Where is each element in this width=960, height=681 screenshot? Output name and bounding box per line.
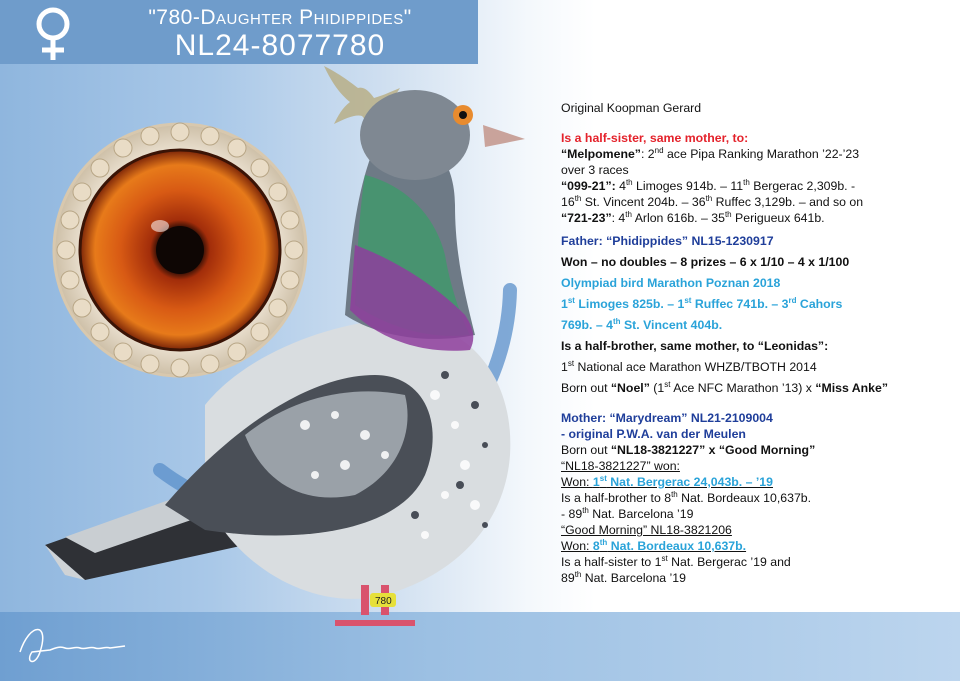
title-subtitle: "780-Daughter Phidippides" bbox=[148, 6, 412, 29]
granddam-won-line: Won: 8th Nat. Bordeaux 10,637b. bbox=[561, 537, 747, 553]
grandsire-won-line: Won: 1st Nat. Bergerac 24,043b. – ’19 bbox=[561, 473, 773, 489]
father-record: Won – no doubles – 8 prizes – 6 x 1/10 – 4 x 1/100 bbox=[561, 255, 850, 269]
grandsire-half-brother: Is a half-brother to 8th Nat. Bordeaux 10,637b. bbox=[561, 489, 812, 505]
mother-heading: Mother: “Marydream” NL21-2109004 bbox=[561, 411, 773, 425]
half-sister-heading: Is a half-sister, same mother, to: bbox=[561, 131, 749, 145]
father-results-line: 1st Limoges 825b. – 1st Ruffec 741b. – 3rd Cahors bbox=[561, 295, 843, 311]
melpomene-line-2: over 3 races bbox=[561, 163, 629, 177]
father-results-line-2: 769b. – 4th St. Vincent 404b. bbox=[561, 316, 723, 332]
granddam-barcelona: 89th Nat. Barcelona ’19 bbox=[561, 569, 686, 585]
sibling-099-line-2: 16th St. Vincent 204b. – 36th Ruffec 3,129b. – and so on bbox=[561, 193, 864, 209]
grandsire-title: “NL18-3821227” won: bbox=[561, 459, 680, 473]
granddam-half-sister: Is a half-sister to 1st Nat. Bergerac ’19 and bbox=[561, 553, 791, 569]
signature-logo bbox=[10, 612, 130, 672]
leonidas-parents-line: Born out “Noel” (1st Ace NFC Marathon ’13) x “Miss Anke” bbox=[561, 379, 889, 395]
father-olympiad: Olympiad bird Marathon Poznan 2018 bbox=[561, 276, 781, 290]
granddam-title: “Good Morning” NL18-3821206 bbox=[561, 523, 732, 537]
grandsire-barcelona: - 89th Nat. Barcelona ’19 bbox=[561, 505, 694, 521]
female-symbol-icon bbox=[28, 6, 78, 62]
father-half-brother: Is a half-brother, same mother, to “Leonidas”: bbox=[561, 339, 829, 353]
breeder-line: Original Koopman Gerard bbox=[561, 101, 702, 115]
ring-label: 780 bbox=[375, 596, 392, 607]
ring-number-title: NL24-8077780 bbox=[174, 29, 386, 62]
sibling-721-line: “721-23”: 4th Arlon 616b. – 35th Perigueux 641b. bbox=[561, 209, 825, 225]
melpomene-line: “Melpomene”: 2nd ace Pipa Ranking Marathon ’22-’23 bbox=[561, 145, 860, 161]
sibling-099-line: “099-21”: 4th Limoges 914b. – 11th Bergerac 2,309b. - bbox=[561, 177, 856, 193]
pedigree-text bbox=[561, 100, 951, 586]
mother-parents-line: Born out “NL18-3821227” x “Good Morning” bbox=[561, 443, 816, 457]
leonidas-line: 1st National ace Marathon WHZB/TBOTH 2014 bbox=[561, 358, 817, 374]
father-heading: Father: “Phidippides” NL15-1230917 bbox=[561, 234, 774, 248]
header-bar bbox=[0, 0, 478, 64]
mother-breeder: - original P.W.A. van der Meulen bbox=[561, 427, 746, 441]
pigeon-photo bbox=[5, 75, 550, 635]
